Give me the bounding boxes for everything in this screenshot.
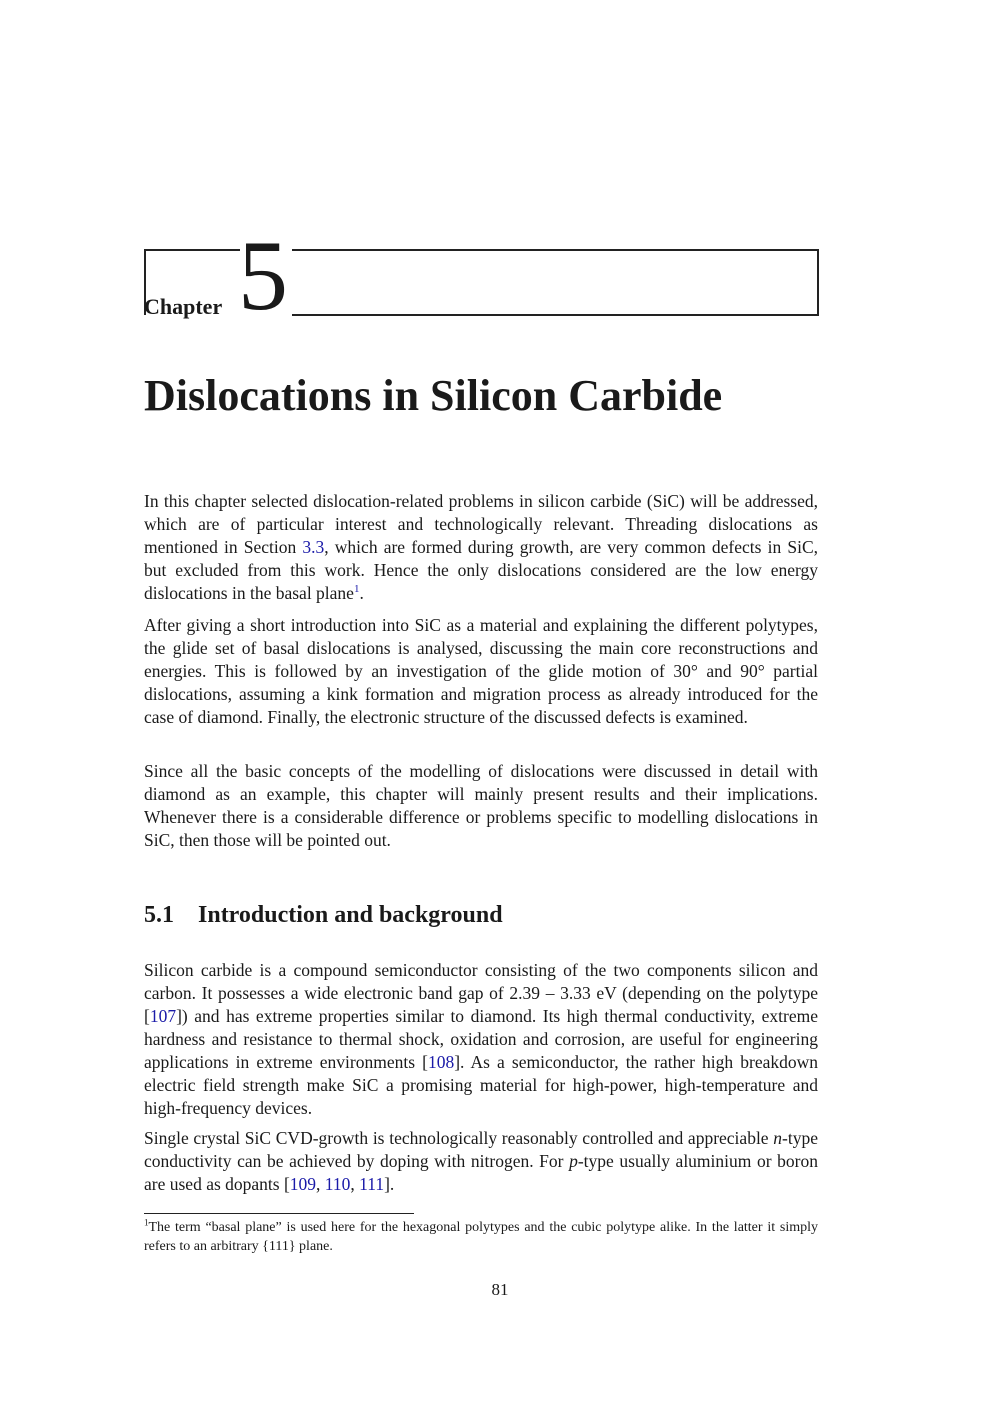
text-run: . <box>359 583 364 603</box>
section-number: 5.1 <box>144 902 174 928</box>
page-number: 81 <box>491 1280 509 1299</box>
footnote-rule <box>144 1213 414 1214</box>
section-title: Introduction and background <box>198 902 503 928</box>
intro-paragraph-2: After giving a short introduction into SiC as a material and explaining the different polytypes, the glide set of basal dislocations is analysed, discussing the main core reconstructions and energies. This is followed by an investigation of the glide motion of 30° and 90° partial dislocations, assuming a kink formation and migration process as already introduced for the case of diamond. Finally, the electronic structure of the discussed defects is examined. <box>144 615 818 727</box>
section-ref-link[interactable]: 3.3 <box>302 537 325 557</box>
chapter-title: Dislocations in Silicon Carbide <box>144 371 723 420</box>
intro-paragraph-1 <box>144 490 818 605</box>
chapter-frame-right <box>292 249 819 316</box>
text-run: ]. <box>384 1174 395 1194</box>
text-run: , which are formed during growth, are very common defects in SiC, but excluded from this work. Hence the only dislocations considered are the low energy dislocations in the basal plane <box>144 537 819 603</box>
intro-paragraph-3: Since all the basic concepts of the modelling of dislocations were discussed in detail with diamond as an example, this chapter will mainly present results and their implications. Whenever there is a considerable difference or problems specific to modelling dislocations in SiC, then those will be pointed out. <box>144 761 818 850</box>
text-run: , <box>316 1174 325 1194</box>
citation-link[interactable]: 107 <box>149 1006 177 1026</box>
section-paragraph-2 <box>144 1127 818 1196</box>
section-heading <box>144 898 503 932</box>
footnote-mark: 1 <box>144 1217 149 1228</box>
italic-p: p <box>569 1151 578 1171</box>
citation-link[interactable]: 110 <box>324 1174 351 1194</box>
text-run: , <box>350 1174 360 1194</box>
citation-link[interactable]: 111 <box>359 1174 385 1194</box>
text-run: Single crystal SiC CVD-growth is technologically reasonably controlled and appreciable <box>144 1128 774 1148</box>
text-run: In this chapter selected dislocation-related problems in silicon carbide (SiC) will be addressed, which are of particular interest and technologically relevant. Threading dislocations as mentioned in Section <box>144 491 818 557</box>
text-run: -type usually aluminium or boron are used as dopants [ <box>144 1151 818 1194</box>
italic-n: n <box>773 1128 783 1148</box>
citation-link[interactable]: 108 <box>427 1052 455 1072</box>
citation-link[interactable]: 109 <box>289 1174 317 1194</box>
footnote-text: The term “basal plane” is used here for the hexagonal polytypes and the cubic polytype alike. In the latter it simply refers to an arbitrary {111} plane. <box>144 1220 818 1254</box>
section-paragraph-1 <box>144 959 818 1120</box>
footnote-mark-link[interactable]: 1 <box>353 583 360 596</box>
text-run: -type conductivity can be achieved by doping with nitrogen. For <box>144 1128 818 1171</box>
chapter-label: Chapter <box>144 294 223 319</box>
footnote <box>144 1218 818 1256</box>
chapter-number: 5 <box>238 220 288 331</box>
text-run: Silicon carbide is a compound semiconductor consisting of the two components silicon and carbon. It possesses a wide electronic band gap of 2.39 – 3.33 eV (depending on the polytype [ <box>144 960 818 1026</box>
text-run: ]) and has extreme properties similar to diamond. Its high thermal conductivity, extreme hardness and resistance to thermal shock, oxidation and corrosion, are useful for engineering applications in extreme environments [ <box>144 1006 818 1072</box>
text-run: ]. As a semiconductor, the rather high breakdown electric field strength make SiC a promising material for high-power, high-temperature and high-frequency devices. <box>144 1052 818 1118</box>
